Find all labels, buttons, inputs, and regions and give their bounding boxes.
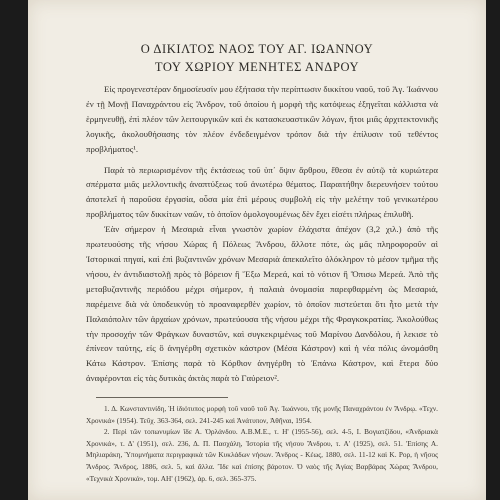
footnote-rule	[96, 397, 228, 398]
document-page	[28, 0, 486, 500]
paragraph-1: Εἰς προγενεστέραν δημοσίευσίν μου ἐξήτασα τὴν περίπτωσιν δικκίτου ναοῦ, τοῦ Ἀγ. Ἰωάννου ἐν τῇ Μονῇ Παναχράντου εἰς Ἄνδρον, τοῦ ὁποίου ἡ μορφὴ τῆς κατόψεως ἐξηγεῖται κάλλιστα νὰ ἑρμηνευθῇ, ἐπὶ πλέον τῶν λειτουργικῶν καὶ ἐκ κατασκευαστικῶν λόγων, ἤτοι μιᾶς ἀρχιτεκτονικῆς λογικῆς, ἀκολουθήσασης τὸν πλέον ἐνδεδειγμένον τρόπον διὰ τὴν ἐπίλυσιν τοῦ τεθέντος προβλήματος¹.	[86, 84, 438, 154]
title-line-2: ΤΟΥ ΧΩΡΙΟΥ ΜΕΝΗΤΕΣ ΑΝΔΡΟΥ	[154, 60, 360, 74]
article-title	[28, 40, 486, 76]
title-line-1: Ο ΔΙΚΙΛΤΟΣ ΝΑΟΣ ΤΟΥ ΑΓ. ΙΩΑΝΝΟΥ	[140, 42, 374, 56]
paragraph-2: Παρὰ τὸ περιωρισμένον τῆς ἐκτάσεως τοῦ ὑπ᾿ ὄψιν ἄρθρου, ἔθεσα ἐν αὐτῷ τὰ κυριώτερα σπέρματα μιᾶς μελλοντικῆς ἀναπτύξεως τοῦ ἀνωτέρω θέματος. Παραιτήθην διερευνήσεν τούτου ἀποτελεῖ ἡ παροῦσα ἐργασία, οὖσα μία ἐπὶ μέρους συμβολὴ εἰς τὴν μελέτην τοῦ γενικωτέρου προβλήματος τῶν δικκίτων ναῶν, τὸ ὁποῖον ὁμολογουμένως δὲν ἔχει εἰσέτι πλήρως ἐπιλυθῆ.	[86, 164, 438, 220]
footnote-1: 1. Δ. Κωνσταντινίδη, Ἡ ἰδιότυπος μορφὴ τοῦ ναοῦ τοῦ Ἀγ. Ἰωάννου, τῆς μονῆς Παναχράντου ἐν Ἄνδρῳ. «Τεχν. Χρονικά» (1954). Τεῦχ. 363-364, σελ. 241-245 καὶ Ἀνάτυπον, Ἀθῆναι, 1954.	[86, 404, 438, 425]
article-body	[86, 82, 438, 386]
footnote-2: 2. Περὶ τῶν τοπωνυμίων ἴδε Α. Ὀρλάνδου. Α.Β.Μ.Ε., τ. Η' (1955-56), σελ. 4-5, Ι. Βογιατζίδου, «Ἀνδριακὰ Χρονικά», τ. Δ' (1951), σελ. 236, Δ. Π. Πασχάλη, Ἱστορία τῆς νήσου Ἄνδρου, τ. Α' (1925), σελ. 51. Ἐπίσης Α. Μηλιαράκη, Ὑπομνήματα περιγραφικὰ τῶν Κυκλάδων νήσων. Ἄνδρος - Κέως, 1880, σελ. 11-12 καὶ Κ. Ρορ, ἡ νῆσος Ἄνδρος. Ἄνδρος, 1886, σελ. 5, καὶ ἄλλα. Ἴδε καὶ ἐπίσης βάροτον. Ὁ ναὸς τῆς Ἁγίας Βαρβάρας Χώρας Ἄνδρου, «Τεχνικὰ Χρονικά», τομ. ΑΗ' (1962), ἀρ. 6, σελ. 365-375.	[86, 427, 438, 483]
footnotes	[86, 403, 438, 484]
paragraph-3: Ἐὰν σήμερον ἡ Μεσαριὰ εἶναι γνωστὸν χωρίον ἐλάχιστα ἀπέχον (3,2 χιλ.) ἀπὸ τῆς πρωτευούσης τῆς νήσου Χώρας ἢ Πόλεως Ἄνδρου, ἄλλοτε πότε, ὡς μᾶς πληροφοροῦν αἱ Ἱστορικαὶ πηγαί, καὶ ἐπὶ βυζαντινῶν χρόνων Μεσαριὰ ἀπεκαλεῖτο ὁλόκληρον τὸ μέσον τμῆμα τῆς νήσου, ἐν ἀντιδιαστολῇ πρὸς τὸ βόρειον ἢ Ἔξω Μερεά, καὶ τὸ νότιον ἢ Ὄπισω Μερεά. Ἀπὸ τῆς μεταβυζαντινῆς περιόδου μέχρι σήμερον, ἡ παλαιὰ ὀνομασία παρεφθαρμένη ὡς Μεσαριά, παρέμεινε διὰ νὰ ὑποδεικνύῃ τὸ προαναφερθὲν χωρίον, τὸ ὁποῖον πιστεύεται ὅτι ἦτο μετὰ τὴν Παλαιόπολιν τῶν ἀρχαίων χρόνων, πρωτεύουσα τῆς νήσου μέχρι τῆς Φραγκοκρατίας. Ἀκολούθως τὴν προσοχήν τῶν Φράγκων δυναστῶν, καὶ συγκεκριμένως τοῦ Μαρίνου Δανδόλου, ἡ λεκισε τὸ ἐπίνεον ταύτης, εἰς ὃ ἀνηγέρθη σχετικὸν κάστρον (Μέσα Κάστρον) καὶ ἡ νέα πόλις ὠνομάσθη Κάτω Κάστρον. Ἐπίσης παρὰ τὸ Κόρθιον ἀνηγέρθη τὸ Ἐπάνω Κάστρον, καὶ ἕτερα δύο ἀναφέρονται εἰς τὰς δυτικὰς ἀκτὰς παρὰ τὸ Γαύρειον².	[86, 224, 438, 384]
